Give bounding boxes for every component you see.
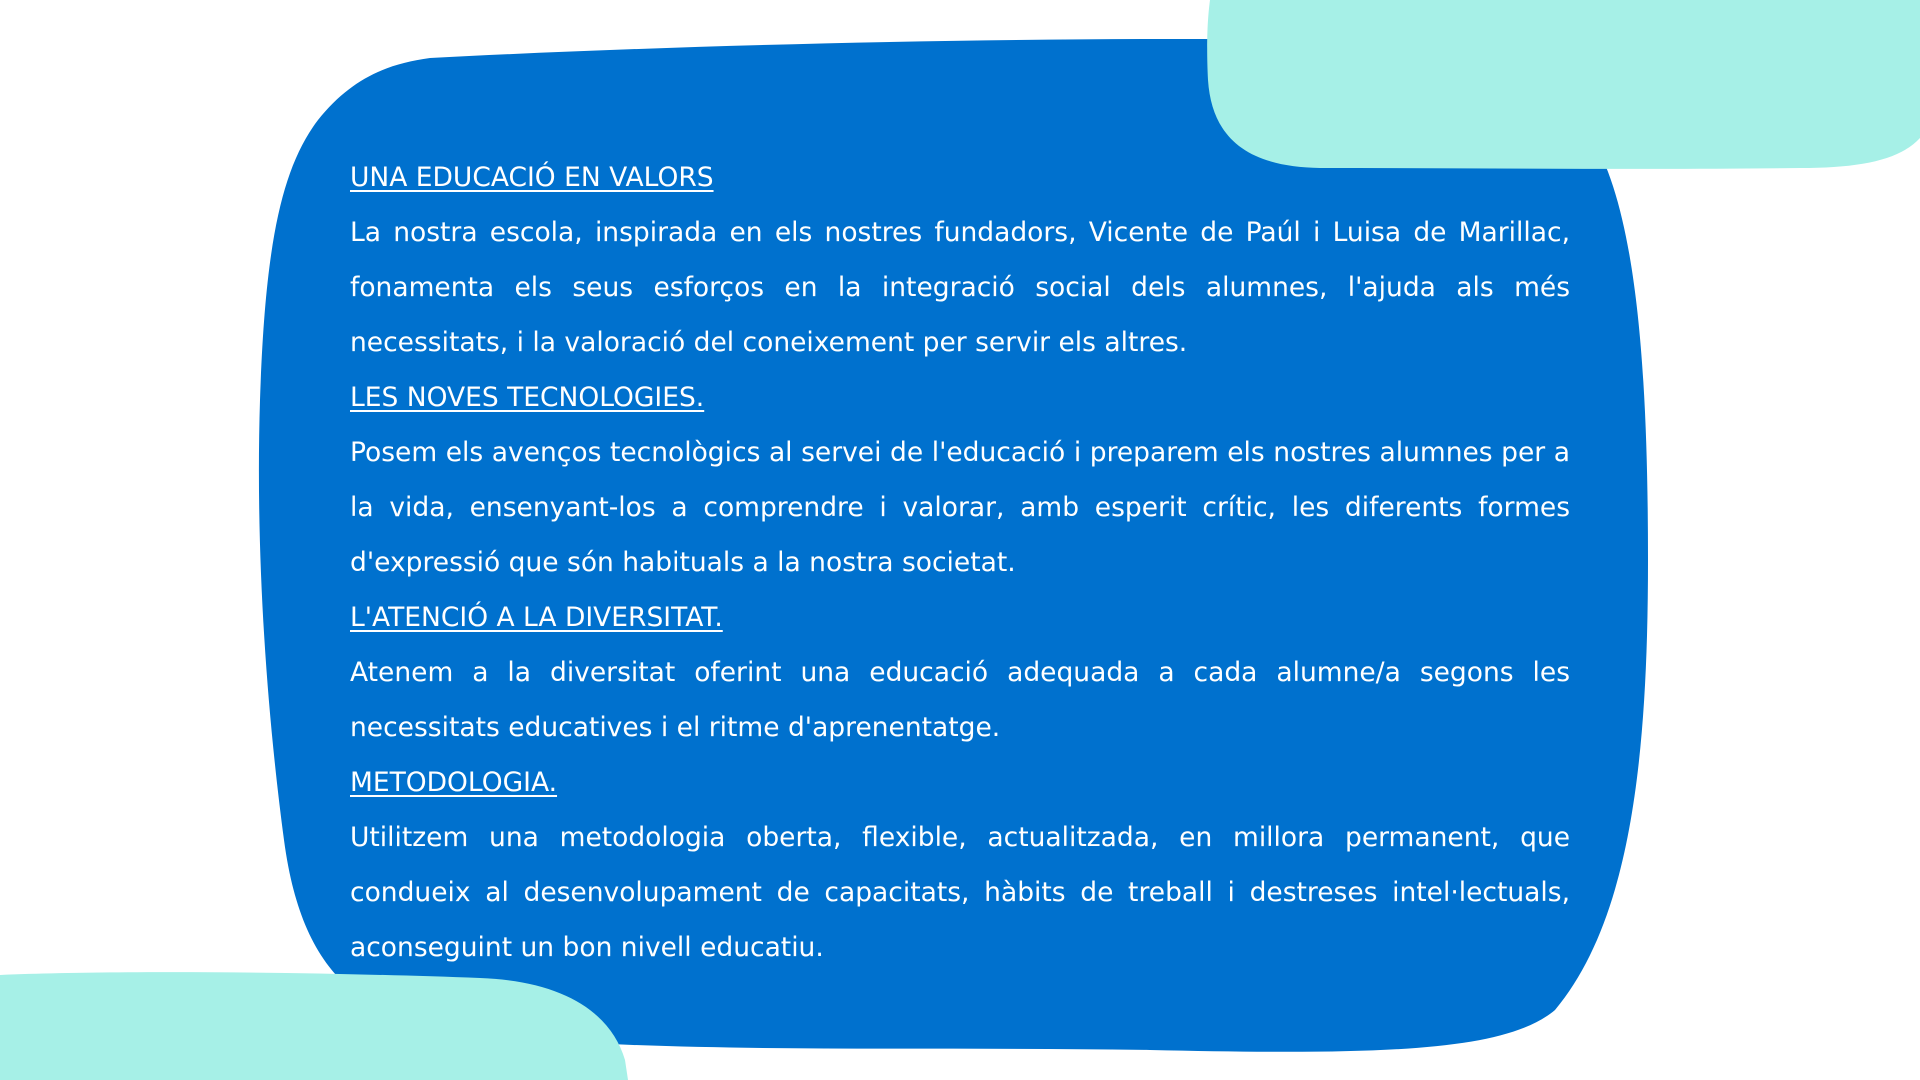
section-heading: LES NOVES TECNOLOGIES. bbox=[350, 382, 705, 413]
mint-blob-bottom-left bbox=[0, 972, 628, 1080]
section-body: Utilitzem una metodologia oberta, flexible, actualitzada, en millora permanent, que condueix al desenvolupament de capacitats, hàbits de treball i destreses intel·lectuals, aconseguint un bon nivell educatiu. bbox=[350, 822, 1570, 963]
mint-blob-top-right bbox=[1207, 0, 1920, 169]
main-text-block bbox=[350, 150, 1570, 975]
section-metodologia bbox=[350, 755, 1570, 975]
section-heading: METODOLOGIA. bbox=[350, 767, 558, 798]
section-body: Atenem a la diversitat oferint una educació adequada a cada alumne/a segons les necessitats educatives i el ritme d'aprenentatge. bbox=[350, 657, 1570, 743]
section-diversitat bbox=[350, 590, 1570, 755]
section-body: La nostra escola, inspirada en els nostres fundadors, Vicente de Paúl i Luisa de Marillac, fonamenta els seus esforços en la integració social dels alumnes, l'ajuda als més necessitats, i la valoració del coneixement per servir els altres. bbox=[350, 217, 1570, 358]
section-tecnologies bbox=[350, 370, 1570, 590]
section-valors bbox=[350, 150, 1570, 370]
section-heading: UNA EDUCACIÓ EN VALORS bbox=[350, 162, 714, 193]
section-body: Posem els avenços tecnològics al servei de l'educació i preparem els nostres alumnes per a la vida, ensenyant-los a comprendre i valorar, amb esperit crític, les diferents formes d'expressió que són habituals a la nostra societat. bbox=[350, 437, 1570, 578]
section-heading: L'ATENCIÓ A LA DIVERSITAT. bbox=[350, 602, 723, 633]
